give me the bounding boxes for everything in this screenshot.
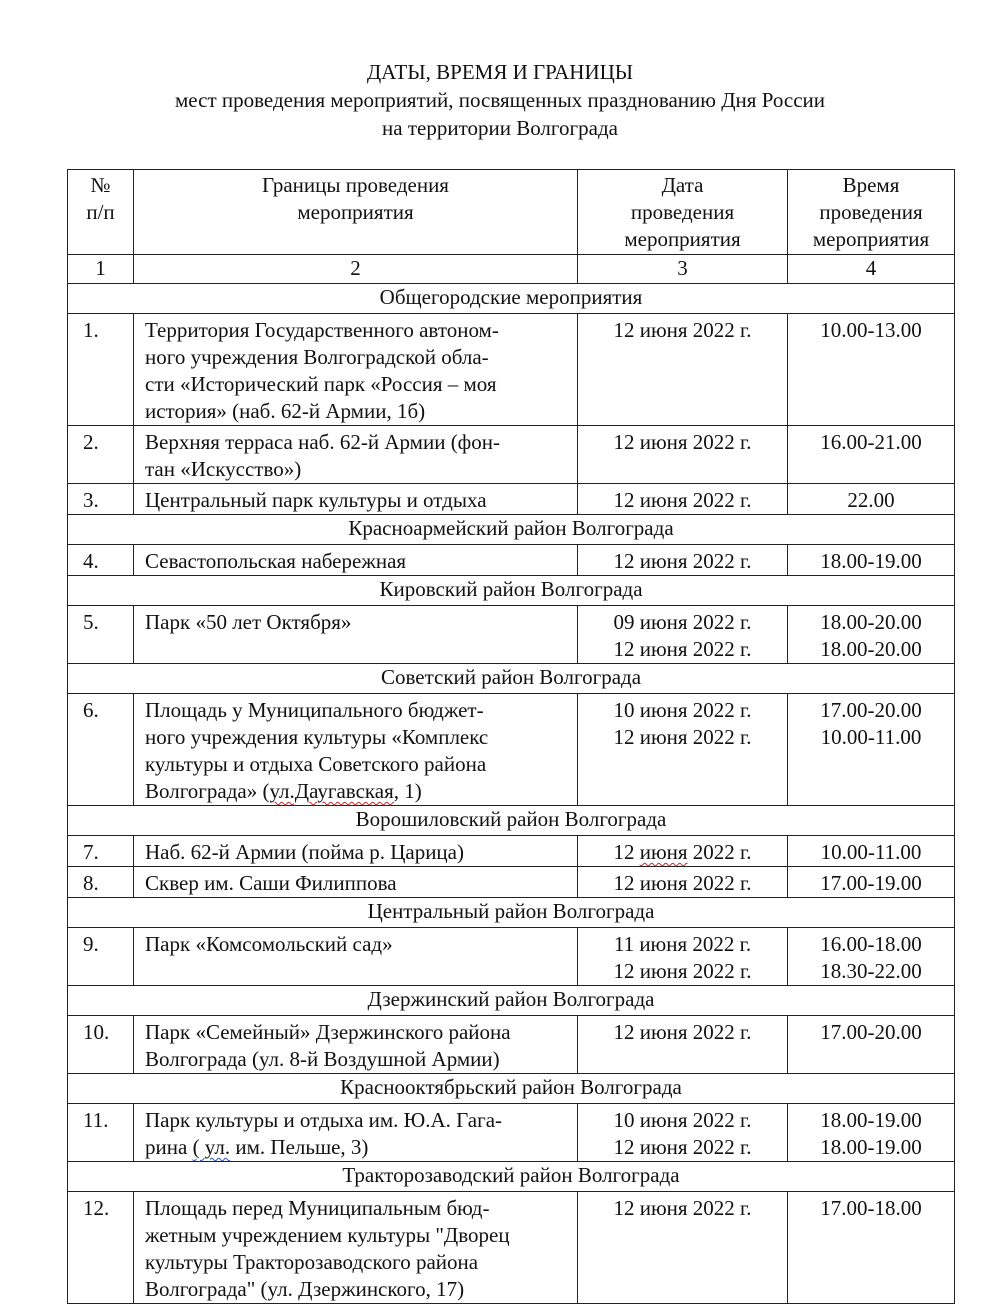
event-time [788,1016,955,1074]
event-time [788,484,955,515]
section-row [68,515,955,545]
row-number: 12. [68,1192,134,1304]
row-number: 11. [68,1104,134,1162]
section-title: Тракторозаводский район Волгограда [68,1162,955,1192]
event-date [578,928,788,986]
table-row [68,606,955,664]
event-time-line: 18.00-19.00 [820,1135,922,1159]
events-table [67,169,955,1304]
header-date: Дата проведения мероприятия [578,170,788,255]
table-row [68,867,955,898]
column-number-row [68,255,955,284]
event-place-line: Площадь перед Муниципальным бюд- [145,1196,490,1220]
title-line-3: на территории Волгограда [382,116,618,140]
event-place-line: Наб. 62-й Армии (пойма р. Царица) [145,840,464,864]
event-date-line: 12 июня 2022 г. [613,1020,752,1044]
section-row [68,1162,955,1192]
event-date [578,1016,788,1074]
event-place [134,1192,578,1304]
row-number: 7. [68,836,134,867]
event-place-line: Волгограда (ул. 8-й Воздушной Армии) [145,1047,500,1071]
header-row [68,170,955,255]
event-place-line: Парк культуры и отдыха им. Ю.А. Гага- [145,1108,503,1132]
event-time-line: 17.00-19.00 [820,871,922,895]
section-row [68,576,955,606]
event-place-line: культуры и отдыха Советского района [145,752,487,776]
event-time-line: 10.00-13.00 [820,318,922,342]
section-row [68,898,955,928]
event-date-line: 11 июня 2022 г. [613,932,752,956]
event-time-line: 18.00-20.00 [820,637,922,661]
event-date [578,836,788,867]
event-time-line: 16.00-18.00 [820,932,922,956]
event-time [788,928,955,986]
table-row [68,1192,955,1304]
event-place-line: Парк «50 лет Октября» [145,610,352,634]
event-date-line: 12 июня 2022 г. [613,637,752,661]
section-title: Красноармейский район Волгограда [68,515,955,545]
event-place-line: Парк «Семейный» Дзержинского района [145,1020,511,1044]
event-date-line: 12 июня 2022 г. [613,1196,752,1220]
event-place-line: Волгограда» (ул.Даугавская, 1) [145,779,422,803]
event-place-line: Сквер им. Саши Филиппова [145,871,397,895]
column-number: 4 [788,255,955,284]
section-row [68,1074,955,1104]
event-place-line: Севастопольская набережная [145,549,407,573]
event-time [788,606,955,664]
event-place-line: Центральный парк культуры и отдыха [145,488,487,512]
row-number: 4. [68,545,134,576]
event-date [578,867,788,898]
header-time: Время проведения мероприятия [788,170,955,255]
event-place-line: сти «Исторический парк «Россия – моя [145,372,497,396]
event-date-line: 12 июня 2022 г. [613,871,752,895]
event-date [578,426,788,484]
event-place-line: жетным учреждением культуры "Дворец [145,1223,510,1247]
event-place-line: Волгограда" (ул. Дзержинского, 17) [145,1277,465,1301]
event-date-line: 12 июня 2022 г. [613,549,752,573]
section-title: Краснооктябрьский район Волгограда [68,1074,955,1104]
title-line-2: мест проведения мероприятий, посвященных празднованию Дня России [175,88,825,112]
event-place-line: Территория Государственного автоном- [145,318,499,342]
event-time [788,867,955,898]
event-date-line: 10 июня 2022 г. [613,1108,752,1132]
table-row [68,426,955,484]
row-number: 3. [68,484,134,515]
event-date [578,1104,788,1162]
event-time-line: 22.00 [847,488,895,512]
header-place: Границы проведения мероприятия [134,170,578,255]
event-time [788,545,955,576]
event-place-line: Верхняя терраса наб. 62-й Армии (фон- [145,430,501,454]
table-row [68,545,955,576]
row-number: 9. [68,928,134,986]
event-place [134,1104,578,1162]
event-place [134,484,578,515]
event-place [134,867,578,898]
event-date-line: 12 июня 2022 г. [613,488,752,512]
event-time-line: 18.00-20.00 [820,610,922,634]
event-place [134,694,578,806]
event-time [788,1104,955,1162]
event-place-line: история» (наб. 62-й Армии, 1б) [145,399,426,423]
event-time-line: 18.30-22.00 [820,959,922,983]
section-row [68,664,955,694]
row-number: 1. [68,314,134,426]
event-date-line: 12 июня 2022 г. [613,318,752,342]
table-row [68,694,955,806]
event-date-line: 12 июня 2022 г. [613,1135,752,1159]
section-title: Дзержинский район Волгограда [68,986,955,1016]
table-row [68,928,955,986]
event-date [578,484,788,515]
event-time-line: 10.00-11.00 [820,840,922,864]
table-row [68,1016,955,1074]
event-time-line: 18.00-19.00 [820,1108,922,1132]
column-number: 3 [578,255,788,284]
column-number: 2 [134,255,578,284]
section-row [68,986,955,1016]
event-time-line: 17.00-20.00 [820,1020,922,1044]
event-time [788,1192,955,1304]
row-number: 10. [68,1016,134,1074]
event-place-line: культуры Тракторозаводского района [145,1250,479,1274]
event-date-line: 10 июня 2022 г. [613,698,752,722]
event-place [134,1016,578,1074]
event-date [578,545,788,576]
table-row [68,836,955,867]
title-line-1: ДАТЫ, ВРЕМЯ И ГРАНИЦЫ [366,60,634,84]
section-title: Кировский район Волгограда [68,576,955,606]
event-date [578,694,788,806]
row-number: 8. [68,867,134,898]
event-place [134,426,578,484]
row-number: 6. [68,694,134,806]
row-number: 5. [68,606,134,664]
event-date-line: 09 июня 2022 г. [613,610,752,634]
section-title: Центральный район Волгограда [68,898,955,928]
event-place-line: Площадь у Муниципального бюджет- [145,698,484,722]
column-number: 1 [68,255,134,284]
event-place [134,314,578,426]
table-row [68,314,955,426]
section-row [68,284,955,314]
event-place [134,606,578,664]
event-place [134,545,578,576]
event-date [578,314,788,426]
document-title [0,58,1000,142]
event-time [788,694,955,806]
event-place-line: рина ( ул. им. Пельше, 3) [145,1135,369,1159]
event-date-line: 12 июня 2022 г. [613,959,752,983]
section-row [68,806,955,836]
event-date [578,1192,788,1304]
event-time-line: 10.00-11.00 [820,725,922,749]
event-place-line: тан «Искусство») [145,457,302,481]
header-num: № п/п [68,170,134,255]
event-place-line: ного учреждения культуры «Комплекс [145,725,489,749]
event-date-line: 12 июня 2022 г. [613,725,752,749]
event-time-line: 17.00-18.00 [820,1196,922,1220]
event-place [134,836,578,867]
table-row [68,484,955,515]
event-place-line: ного учреждения Волгоградской обла- [145,345,489,369]
event-place-line: Парк «Комсомольский сад» [145,932,393,956]
event-date [578,606,788,664]
event-time [788,426,955,484]
section-title: Общегородские мероприятия [68,284,955,314]
section-title: Советский район Волгограда [68,664,955,694]
event-date-line: 12 июня 2022 г. [613,430,752,454]
event-time-line: 18.00-19.00 [820,549,922,573]
event-time-line: 16.00-21.00 [820,430,922,454]
row-number: 2. [68,426,134,484]
event-place [134,928,578,986]
event-time [788,314,955,426]
table-row [68,1104,955,1162]
event-time-line: 17.00-20.00 [820,698,922,722]
event-date-line: 12 июня 2022 г. [613,840,752,864]
event-time [788,836,955,867]
section-title: Ворошиловский район Волгограда [68,806,955,836]
